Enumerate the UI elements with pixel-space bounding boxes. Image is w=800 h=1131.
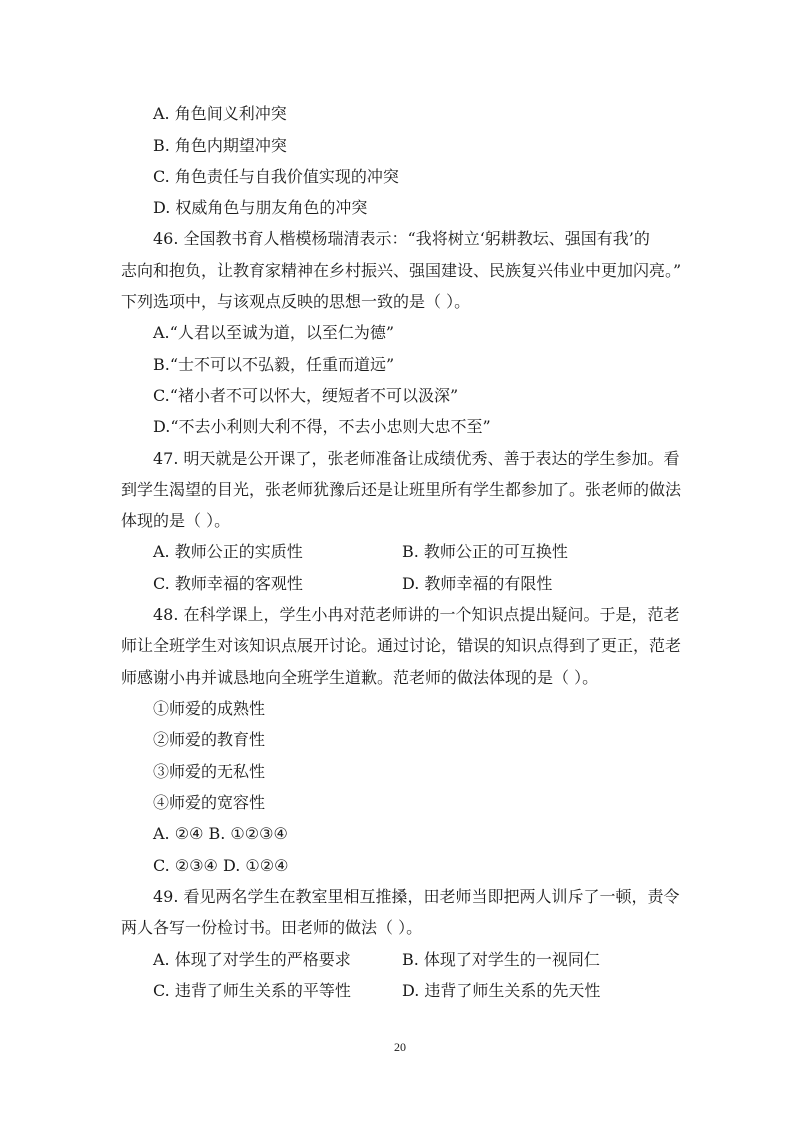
q47-stem-line-1: 47. 明天就是公开课了，张老师准备让成绩优秀、善于表达的学生参加。看: [153, 449, 680, 468]
q49-stem-line-2: 两人各写一份检讨书。田老师的做法（ ）。: [121, 918, 423, 937]
q48-item-2: ②师爱的教育性: [153, 730, 266, 749]
q48-item-4: ④师爱的宽容性: [153, 793, 266, 812]
q49-option-a: A. 体现了对学生的严格要求: [153, 950, 351, 969]
q49-option-b: B. 体现了对学生的一视同仁: [402, 950, 600, 969]
q46-stem-line-2: 志向和抱负，让教育家精神在乡村振兴、强国建设、民族复兴伟业中更加闪亮。”: [121, 261, 682, 280]
q49-option-d: D. 违背了师生关系的先天性: [402, 981, 601, 1000]
q45-option-d: D. 权威角色与朋友角色的冲突: [153, 198, 368, 217]
q45-option-b: B. 角色内期望冲突: [153, 136, 287, 155]
q46-stem-line-3: 下列选项中，与该观点反映的思想一致的是（ ）。: [121, 292, 471, 311]
q47-option-d: D. 教师幸福的有限性: [402, 574, 553, 593]
q46-option-b: B.“士不可以不弘毅，任重而道远”: [153, 355, 395, 374]
q45-option-c: C. 角色责任与自我价值实现的冲突: [153, 167, 399, 186]
q47-option-a: A. 教师公正的实质性: [153, 542, 303, 561]
q48-stem-line-1: 48. 在科学课上，学生小冉对范老师讲的一个知识点提出疑问。于是，范老: [153, 605, 680, 624]
q48-item-1: ①师爱的成熟性: [153, 699, 266, 718]
q47-stem-line-2: 到学生渴望的目光，张老师犹豫后还是让班里所有学生都参加了。张老师的做法: [121, 480, 682, 499]
q48-item-3: ③师爱的无私性: [153, 762, 266, 781]
q47-option-b: B. 教师公正的可互换性: [402, 542, 568, 561]
q48-stem-line-3: 师感谢小冉并诚恳地向全班学生道歉。范老师的做法体现的是（ ）。: [121, 668, 599, 687]
q46-option-a: A.“人君以至诚为道，以至仁为德”: [153, 323, 395, 342]
q46-stem-line-1: 46. 全国教书育人楷模杨瑞清表示：“我将树立‘躬耕教坛、强国有我’的: [153, 229, 650, 248]
q49-option-c: C. 违背了师生关系的平等性: [153, 981, 351, 1000]
q48-options-ab: A. ②④ B. ①②③④: [153, 824, 288, 843]
page-number: 20: [394, 1040, 406, 1054]
q49-stem-line-1: 49. 看见两名学生在教室里相互推搡，田老师当即把两人训斥了一顿，责令: [153, 887, 680, 906]
q46-option-d: D.“不去小利则大利不得，不去小忠则大忠不至”: [153, 417, 491, 436]
q45-option-a: A. 角色间义利冲突: [153, 104, 287, 123]
q47-option-c: C. 教师幸福的客观性: [153, 574, 303, 593]
q46-option-c: C.“褚小者不可以怀大，绠短者不可以汲深”: [153, 386, 459, 405]
q47-stem-line-3: 体现的是（ ）。: [121, 511, 231, 530]
q48-options-cd: C. ②③④ D. ①②④: [153, 856, 289, 875]
q48-stem-line-2: 师让全班学生对该知识点展开讨论。通过讨论，错误的知识点得到了更正，范老: [121, 636, 682, 655]
